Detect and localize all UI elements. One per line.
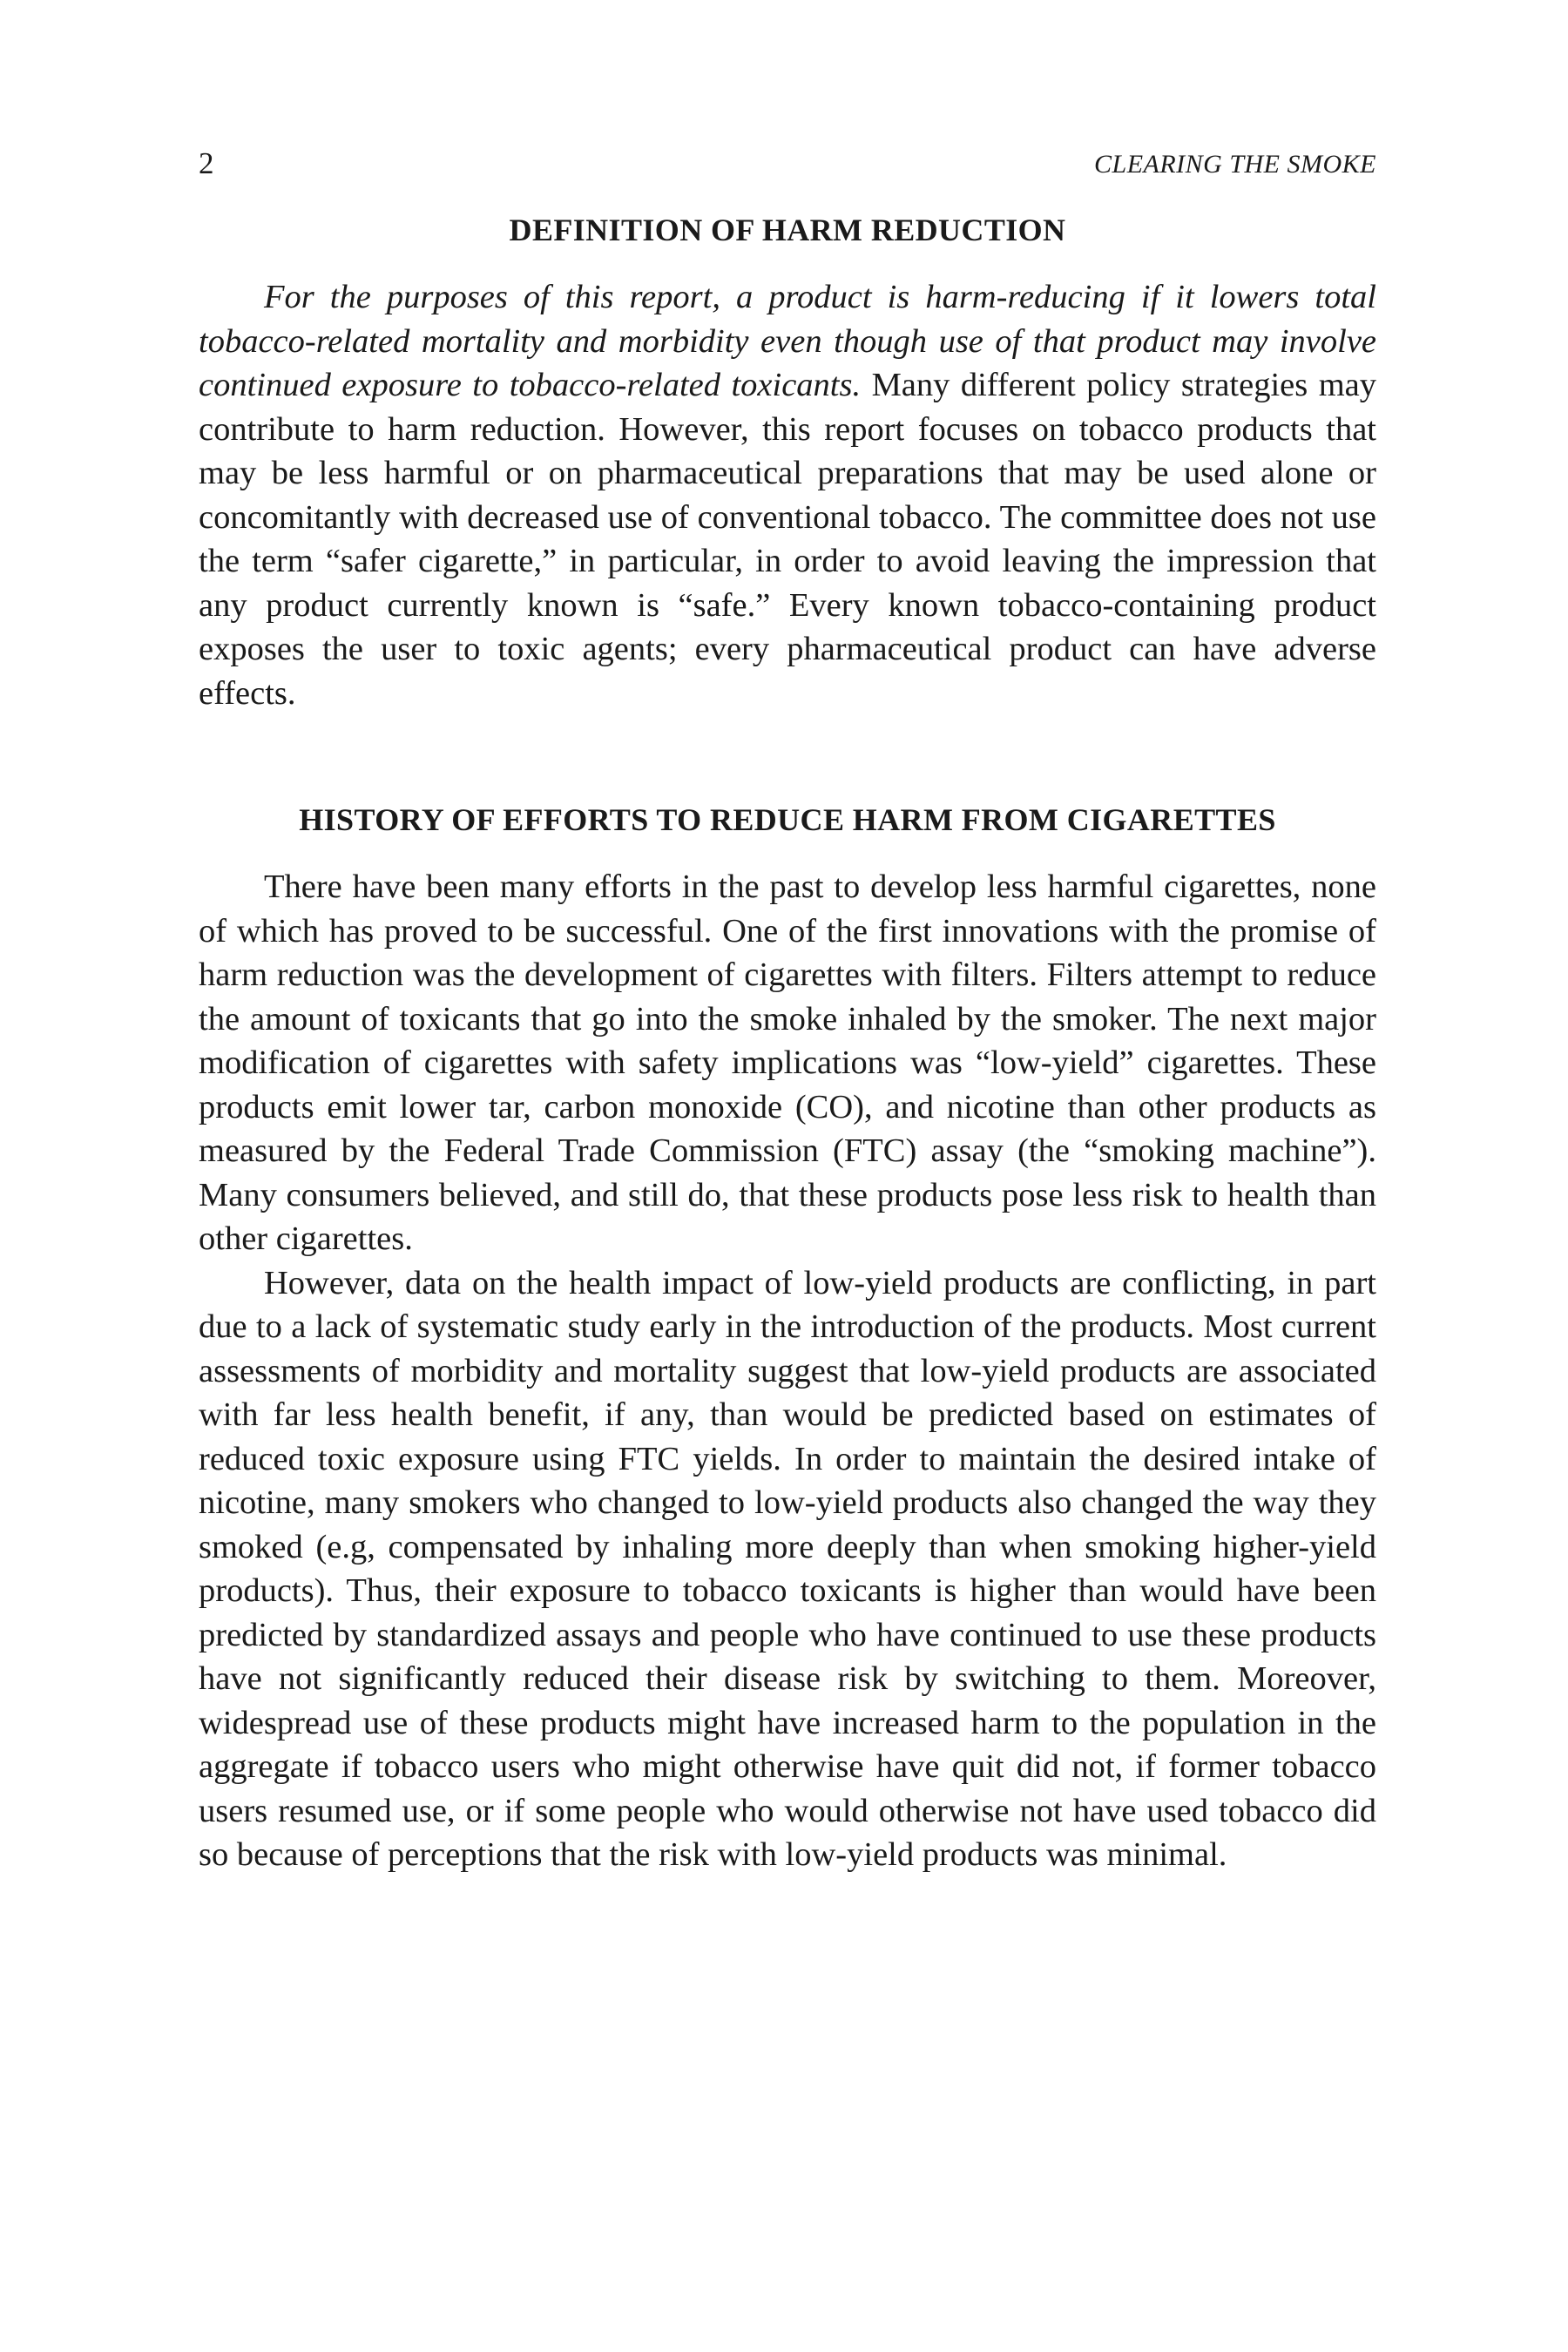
running-header <box>199 131 1376 183</box>
definition-italic-lead: For the purposes of this report, a product is harm-reducing if it lowers total tobacco-related mortality and morbidity even though use of that product may involve continued exposure to tobacco-related toxicants. <box>199 279 1376 403</box>
definition-paragraph <box>199 275 1376 715</box>
definition-paragraph-text: Many different policy strategies may contribute to harm reduction. However, this report focuses on tobacco products that may be less harmful or on pharmaceutical preparations that may be used alone or concomitantly with decreased use of conventional tobacco. The committee does not use the term “safer cigarette,” in particular, in order to avoid leaving the impression that any product currently known is “safe.” Every known tobacco-containing product exposes the user to toxic agents; every pharmaceutical product can have adverse effects. <box>199 367 1376 712</box>
section-heading-history: HISTORY OF EFFORTS TO REDUCE HARM FROM CIGARETTES <box>299 802 1276 837</box>
running-title: CLEARING THE SMOKE <box>1094 150 1376 179</box>
history-paragraph-1: There have been many efforts in the past to develop less harmful cigarettes, none of which has proved to be successful. One of the first innovations with the promise of harm reduction was the development of cigarettes with filters. Filters attempt to reduce the amount of toxicants that go into the smoke inhaled by the smoker. The next major modification of cigarettes with safety implications was “low-yield” cigarettes. These products emit lower tar, carbon monoxide (CO), and nicotine than other products as measured by the Federal Trade Commission (FTC) assay (the “smoking machine”). Many consumers believed, and still do, that these products pose less risk to health than other cigarettes. <box>199 868 1376 1257</box>
history-paragraph-2: However, data on the health impact of low-yield products are conflicting, in part due to a lack of systematic study early in the introduction of the products. Most current assessments of morbidity and mortality suggest that low-yield products are associated with far less health benefit, if any, than would be predicted based on estimates of reduced toxic exposure using FTC yields. In order to maintain the desired intake of nicotine, many smokers who changed to low-yield products also changed the way they smoked (e.g, compensated by inhaling more deeply than when smoking higher-yield products). Thus, their exposure to tobacco toxicants is higher than would have been predicted by standardized assays and people who have continued to use these products have not significantly reduced their disease risk by switching to them. Moreover, widespread use of these products might have increased harm to the population in the aggregate if tobacco users who might otherwise have quit did not, if former tobacco users resumed use, or if some people who would otherwise not have used tobacco did so because of perceptions that the risk with low-yield products was minimal. <box>199 1264 1376 1873</box>
page-number: 2 <box>199 146 214 180</box>
book-page <box>199 131 1376 1877</box>
section-heading-definition: DEFINITION OF HARM REDUCTION <box>509 213 1066 247</box>
